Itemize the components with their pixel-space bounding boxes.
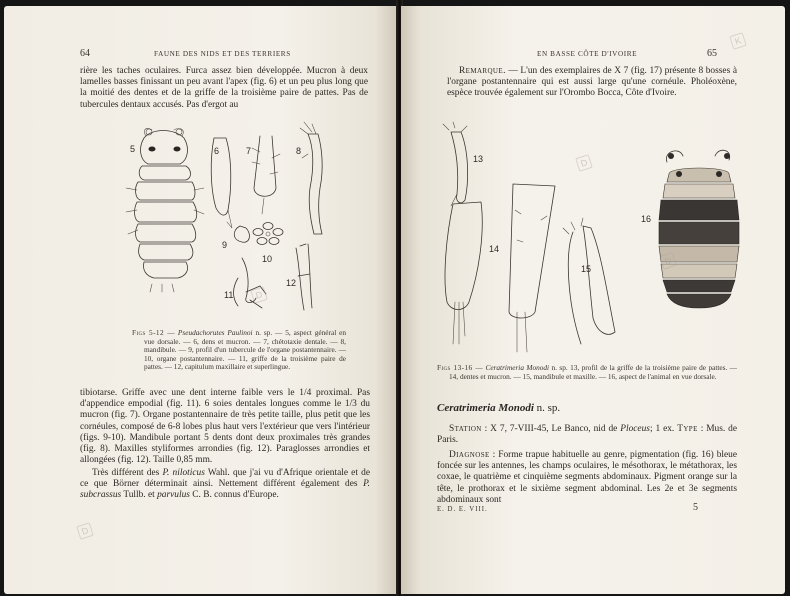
fig-number-7: 7 bbox=[246, 146, 252, 156]
fig-number-12: 12 bbox=[286, 278, 297, 288]
left-body-text-2c: Tullb. et bbox=[121, 490, 158, 501]
type-text: : Mus. de Paris. bbox=[437, 424, 738, 446]
fig-number-9: 9 bbox=[222, 240, 228, 250]
watermark-mark: D bbox=[250, 286, 268, 304]
right-running-head: EN BASSE CÔTE D'IVOIRE bbox=[537, 50, 638, 58]
species-heading bbox=[437, 402, 560, 414]
signature-number: 5 bbox=[693, 502, 698, 513]
left-caption-taxon: Pseudachorutes Paulinoi bbox=[177, 328, 253, 337]
station-label: Station bbox=[449, 424, 482, 434]
fig-13-claw-profile bbox=[443, 122, 468, 206]
fig-number-8: 8 bbox=[296, 146, 302, 156]
right-caption-taxon: Ceratrimeria Monodi bbox=[485, 363, 550, 372]
remark-text: — L'un des exemplaires de X 7 (fig. 17) présente 8 bosses à l'organe postantennaire qui est aussi large qu'une cornéule. Pholéoxène, espèce trouvée également sur l'Orombo Bocca, Côte d'Ivoire. bbox=[447, 66, 737, 99]
watermark-mark: D bbox=[659, 252, 677, 270]
diagnose-paragraph bbox=[437, 450, 737, 506]
left-figure-caption bbox=[132, 329, 346, 372]
left-running-head: FAUNE DES NIDS ET DES TERRIERS bbox=[154, 50, 291, 58]
watermark-mark: D bbox=[575, 154, 593, 172]
left-body-text-2d: C. B. connus d'Europe. bbox=[189, 490, 279, 501]
right-caption-label: Figs 13-16 — bbox=[437, 363, 484, 372]
fig-16-dorsal-view bbox=[659, 150, 739, 308]
left-body-taxon-2: P. subcrassus bbox=[80, 479, 370, 501]
fig-number-5: 5 bbox=[130, 144, 136, 154]
left-body-text-2b: Wahl. que j'ai vu d'Afrique orientale et de ce que Börner déterminait ainsi. Nettement différent également des bbox=[80, 468, 370, 490]
left-body-paragraph-2 bbox=[80, 468, 370, 502]
left-page bbox=[4, 6, 398, 594]
station-text: : X 7, 7-VIII-45, Le Banco, nid de bbox=[481, 424, 621, 434]
fig-5-dorsal-view bbox=[126, 128, 204, 292]
fig-number-16: 16 bbox=[641, 214, 652, 224]
left-caption-text: n. sp. — 5, aspect général en vue dorsale. — 6, dens et mucron. — 7, chétotaxie dentale. — 8, mandibule. — 9, profil d'un tubercule de l'organe postantennaire. — 10, organe postantennaire. — 11, griffe de la troisième paire de pattes. — 12, capitulum maxillaire et superlingue. bbox=[144, 328, 347, 372]
watermark-mark: D bbox=[76, 522, 94, 540]
figures-13-16 bbox=[431, 122, 751, 352]
left-body-taxon-1: P. niloticus bbox=[162, 468, 205, 478]
right-caption-text: n. sp. 13, profil de la griffe de la troisième paire de pattes. — 14, dentes et mucron. — 15, mandibule et maxille. — 16, aspect de l'animal en vue dorsale. bbox=[449, 363, 737, 381]
fig-14-dentes-mucron bbox=[445, 184, 555, 352]
fig-8-mandible bbox=[300, 122, 322, 234]
station-text-2: ; 1 ex. bbox=[649, 424, 678, 434]
fig-number-11: 11 bbox=[224, 290, 234, 300]
figures-5-12 bbox=[82, 118, 372, 318]
left-body-taxon-3: parvulus bbox=[157, 490, 190, 501]
fig-number-10: 10 bbox=[262, 254, 273, 264]
fig-12-maxillary-capitulum bbox=[296, 244, 312, 310]
type-label: Type bbox=[677, 424, 698, 434]
watermark-mark: K bbox=[729, 32, 747, 50]
right-figure-caption bbox=[437, 364, 737, 381]
diagnose-text: : Forme trapue habituelle au genre, pigmentation (fig. 16) bleue foncée sur les antennes, les champs oculaires, le mésothorax, le métathorax, les coxae, le quatrième et cinquième segments abdominaux. Pigment orange sur la tête, le prothorax et le sixième segment abdominal. Les 2e et 3e segments abdominaux sont bbox=[437, 450, 737, 505]
right-page-number: 65 bbox=[707, 48, 717, 59]
species-heading-suffix: n. sp. bbox=[533, 402, 561, 414]
left-caption-label: Figs 5-12 — bbox=[132, 328, 175, 337]
left-opening-paragraph bbox=[80, 66, 368, 111]
fig-9-tubercle-profile bbox=[234, 226, 249, 242]
fig-number-13: 13 bbox=[473, 154, 484, 164]
fig-15-mandible-maxilla bbox=[563, 218, 615, 344]
right-page bbox=[401, 6, 785, 594]
species-heading-italic: Ceratrimeria Monodi bbox=[437, 402, 534, 414]
station-taxon: Ploceus bbox=[620, 424, 650, 434]
left-body-paragraph-1 bbox=[80, 388, 370, 466]
fig-number-6: 6 bbox=[214, 146, 220, 156]
fig-number-15: 15 bbox=[581, 264, 592, 274]
right-remark-paragraph bbox=[447, 66, 737, 100]
station-paragraph bbox=[437, 424, 737, 446]
signature-mark: E. D. E. VIII. bbox=[437, 506, 488, 513]
fig-10-postantennal-organ bbox=[253, 223, 283, 245]
remark-label: Remarque. bbox=[459, 66, 506, 76]
left-body-text-1: tibiotarse. Griffe avec une dent interne faible vers le 1/4 proximal. Pas d'appendice empodial (fig. 11). 6 soies dentales longues comme le 1/3 du mucron (fig. 7). Organe postantennaire de très petite taille, plus petit que les cornéules, composé de 6-8 lobes plus haut vers l'extérieur que vers l'intérieur (figs. 9-10). Mandibule portant 5 dents dont deux proximales très grandes (fig. 8). Maxilles styliformes arrondies (fig. 12). Paraglosses arrondies et allongées (fig. 12). Taille 0,85 mm. bbox=[80, 388, 370, 466]
left-page-number: 64 bbox=[80, 48, 90, 59]
diagnose-label: Diagnose bbox=[449, 450, 490, 460]
left-opening-text: rière les taches oculaires. Furca assez bien développée. Mucron à deux lamelles basses finissant un peu avant l'apex (fig. 6) et un peu plus long que la moitié des dentes et de la griffe de la troisième paire de pattes. Pas de tubercules dentaux accusés. Pas d'ergot au bbox=[80, 66, 368, 110]
fig-7-dental-chaetotaxy bbox=[252, 136, 280, 214]
fig-number-14: 14 bbox=[489, 244, 500, 254]
left-body-text-2a: Très différent des bbox=[92, 468, 163, 478]
